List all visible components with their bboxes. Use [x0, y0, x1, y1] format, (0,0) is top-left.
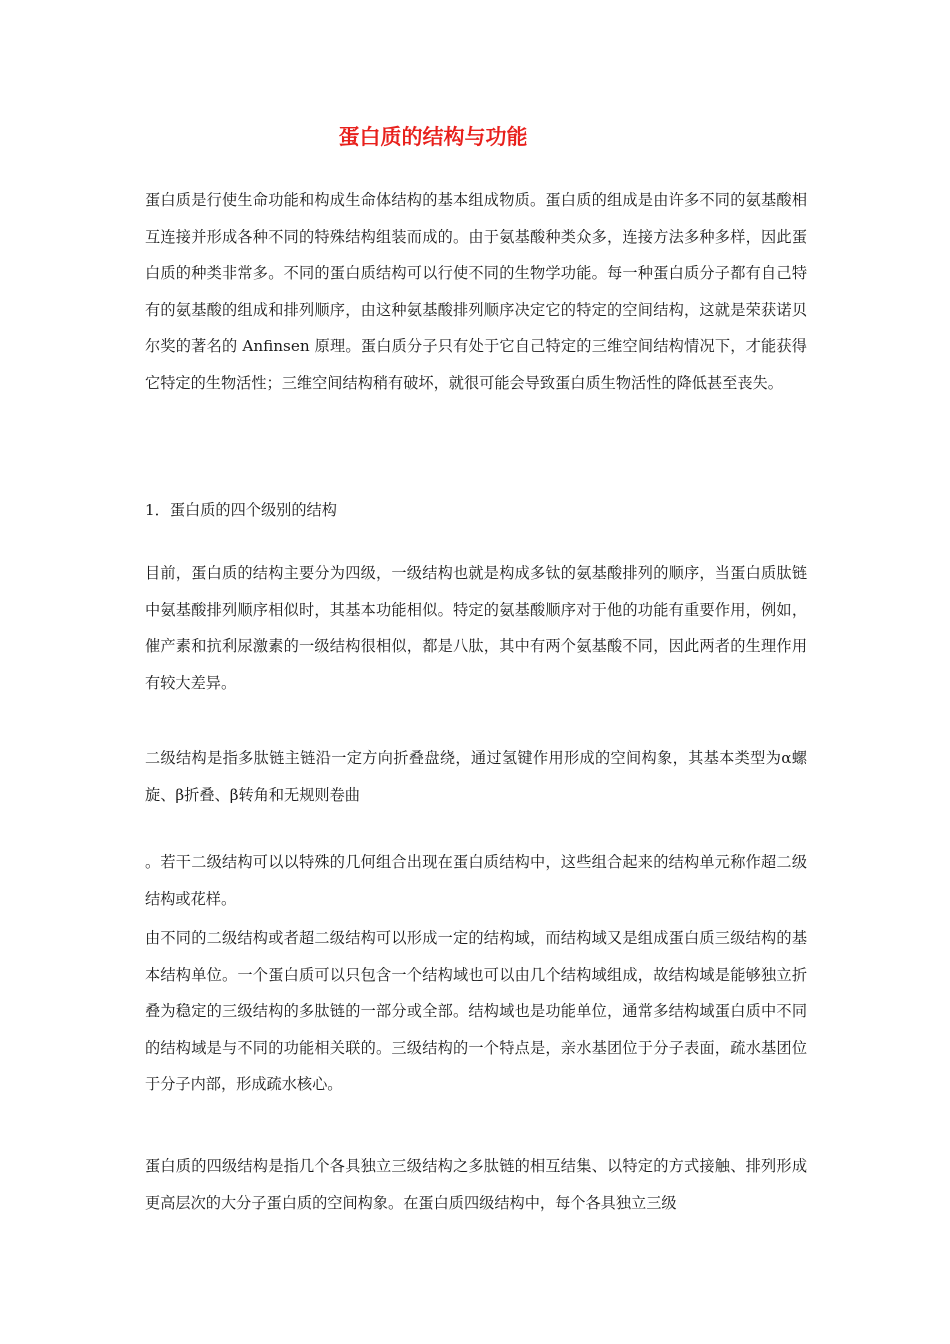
primary-structure-paragraph: 目前，蛋白质的结构主要分为四级，一级结构也就是构成多钛的氨基酸排列的顺序，当蛋白质肽链中氨基酸排列顺序相似时，其基本功能相似。特定的氨基酸顺序对于他的功能有重要作用，例如，催产素和抗利尿激素的一级结构很相似，都是八肽，其中有两个氨基酸不同，因此两者的生理作用有较大差异。 [145, 564, 807, 692]
supersecondary-paragraph: 。若干二级结构可以以特殊的几何组合出现在蛋白质结构中，这些组合起来的结构单元称作超二级结构或花样。 [145, 853, 807, 908]
secondary-structure-paragraph: 二级结构是指多肽链主链沿一定方向折叠盘绕，通过氢键作用形成的空间构象，其基本类型为α螺旋、β折叠、β转角和无规则卷曲 [145, 749, 807, 804]
tertiary-structure-paragraph: 由不同的二级结构或者超二级结构可以形成一定的结构域，而结构域又是组成蛋白质三级结构的基本结构单位。一个蛋白质可以只包含一个结构域也可以由几个结构域组成，故结构域是能够独立折叠为稳定的三级结构的多肽链的一部分或全部。结构域也是功能单位，通常多结构域蛋白质中不同的结构域是与不同的功能相关联的。三级结构的一个特点是，亲水基团位于分子表面，疏水基团位于分子内部，形成疏水核心。 [145, 929, 807, 1094]
quaternary-structure-paragraph: 蛋白质的四级结构是指几个各具独立三级结构之多肽链的相互结集、以特定的方式接触、排列形成更高层次的大分子蛋白质的空间构象。在蛋白质四级结构中，每个各具独立三级 [145, 1157, 807, 1212]
intro-paragraph: 蛋白质是行使生命功能和构成生命体结构的基本组成物质。蛋白质的组成是由许多不同的氨基酸相互连接并形成各种不同的特殊结构组装而成的。由于氨基酸种类众多，连接方法多种多样，因此蛋白质的种类非常多。不同的蛋白质结构可以行使不同的生物学功能。每一种蛋白质分子都有自己特有的氨基酸的组成和排列顺序，由这种氨基酸排列顺序决定它的特定的空间结构，这就是荣获诺贝尔奖的著名的 Anfinsen 原理。蛋白质分子只有处于它自己特定的三维空间结构情况下，才能获得它特定的生物活性；三维空间结构稍有破坏，就很可能会导致蛋白质生物活性的降低甚至丧失。 [145, 191, 807, 392]
section-heading: 1．蛋白质的四个级别的结构 [145, 501, 337, 519]
document-title: 蛋白质的结构与功能 [338, 125, 528, 149]
